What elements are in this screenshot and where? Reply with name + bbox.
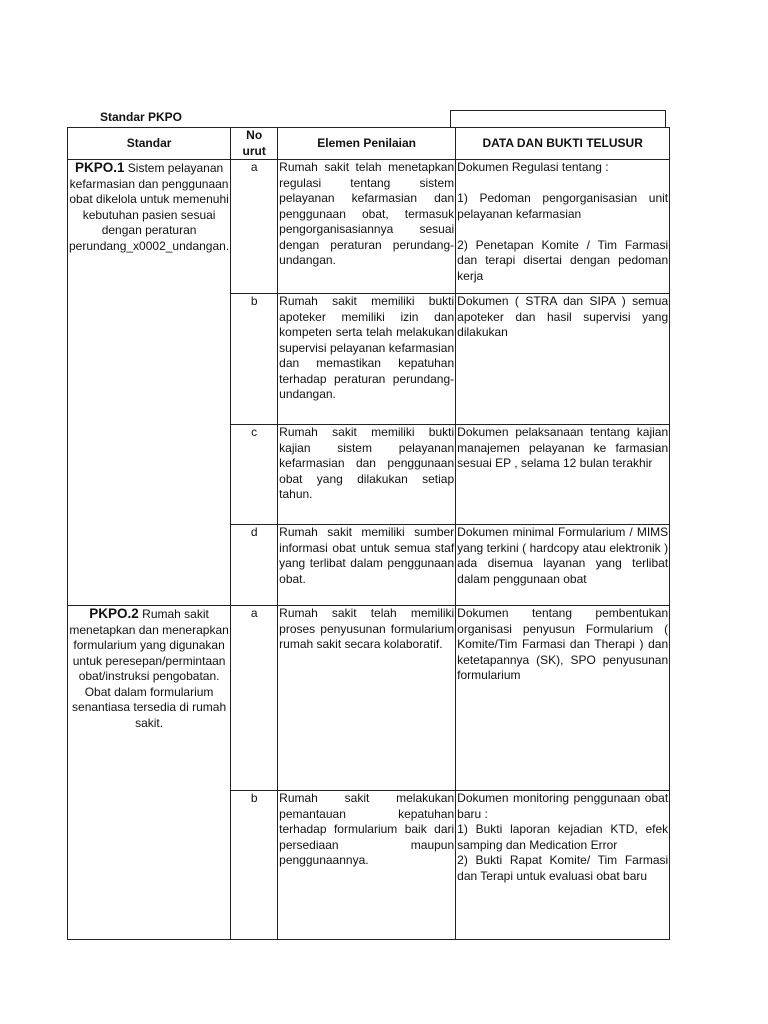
standard-cell-pkpo2: [68, 606, 231, 940]
pkpo-standards-table: [67, 127, 670, 940]
elemen-penilaian-cell: Rumah sakit telah memiliki proses penyusunan formularium rumah sakit secara kolaboratif.: [278, 606, 456, 791]
elemen-penilaian-cell: Rumah sakit memiliki bukti apoteker memiliki izin dan kompeten serta telah melakukan supervisi pelayanan kefarmasian dan memastikan kepatuhan terhadap peraturan perundang- undangan.: [278, 294, 456, 425]
data-bukti-text: Dokumen tentang pembentukan organisasi penyusun Formularium ( Komite/Tim Farmasi dan Therapi ) dan ketetapannya (SK), SPO penyusunan formularium: [457, 606, 669, 682]
data-bukti-text: Dokumen minimal Formularium / MIMS yang terkini ( hardcopy atau elektronik ) ada disemua layanan yang terlibat dalam penggunaan obat: [457, 525, 669, 586]
row-number: d: [231, 525, 278, 606]
data-bukti-cell: [456, 294, 670, 425]
table-row: [68, 160, 670, 294]
table-row: [68, 606, 670, 791]
data-bukti-cell: [456, 791, 670, 940]
row-number: b: [231, 791, 278, 940]
row-number: a: [231, 606, 278, 791]
standard-text: Rumah sakit menetapkan dan menerapkan formularium yang digunakan untuk peresepan/permintaan obat/instruksi pengobatan. Obat dalam formularium senantiasa tersedia di rumah sakit.: [69, 607, 229, 730]
data-bukti-cell: [456, 160, 670, 294]
header-standar: Standar: [68, 128, 231, 160]
header-elemen-penilaian: Elemen Penilaian: [278, 128, 456, 160]
data-bukti-text: Dokumen monitoring penggunaan obat baru : 1) Bukti laporan kejadian KTD, efek samping dan Medication Error 2) Bukti Rapat Komite/ Tim Farmasi dan Terapi untuk evaluasi obat baru: [457, 791, 669, 883]
data-bukti-text: Dokumen Regulasi tentang : 1) Pedoman pengorganisasian unit pelayanan kefarmasian 2) Penetapan Komite / Tim Farmasi dan terapi disertai dengan pedoman kerja: [457, 160, 669, 283]
elemen-penilaian-cell: Rumah sakit memiliki sumber informasi obat untuk semua staf yang terlibat dalam penggunaan obat.: [278, 525, 456, 606]
data-bukti-text: Dokumen ( STRA dan SIPA ) semua apoteker dan hasil supervisi yang dilakukan: [457, 294, 669, 339]
row-number: c: [231, 425, 278, 525]
table-header-row: [68, 128, 670, 160]
data-bukti-cell: [456, 425, 670, 525]
document-title: Standar PKPO: [100, 110, 183, 124]
data-bukti-cell: [456, 525, 670, 606]
header-data-bukti: DATA DAN BUKTI TELUSUR: [456, 128, 670, 160]
elemen-penilaian-cell: Rumah sakit telah menetapkan regulasi tentang sistem pelayanan kefarmasian dan penggunaan obat, termasuk pengorganisasiannya sesuai dengan peraturan perundang-undangan.: [278, 160, 456, 294]
data-bukti-text: Dokumen pelaksanaan tentang kajian manajemen pelayanan ke farmasian sesuai EP , selama 12 bulan terakhir: [457, 425, 669, 470]
row-number: a: [231, 160, 278, 294]
row-number: b: [231, 294, 278, 425]
header-blank-cell: [450, 110, 666, 128]
elemen-penilaian-cell: Rumah sakit melakukan pemantauan kepatuhan terhadap formularium baik dari persediaan maupun penggunaannya.: [278, 791, 456, 940]
standard-code: PKPO.1: [74, 160, 125, 175]
header-no-urut: No urut: [231, 128, 278, 160]
standard-cell-pkpo1: [68, 160, 231, 606]
standard-text: Sistem pelayanan kefarmasian dan penggunaan obat dikelola untuk memenuhi kebutuhan pasien sesuai dengan peraturan perundang_x0002_undangan.: [69, 161, 230, 253]
elemen-penilaian-cell: Rumah sakit memiliki bukti kajian sistem pelayanan kefarmasian dan penggunaan obat yang dilakukan setiap tahun.: [278, 425, 456, 525]
standard-code: PKPO.2: [89, 606, 139, 621]
data-bukti-cell: [456, 606, 670, 791]
